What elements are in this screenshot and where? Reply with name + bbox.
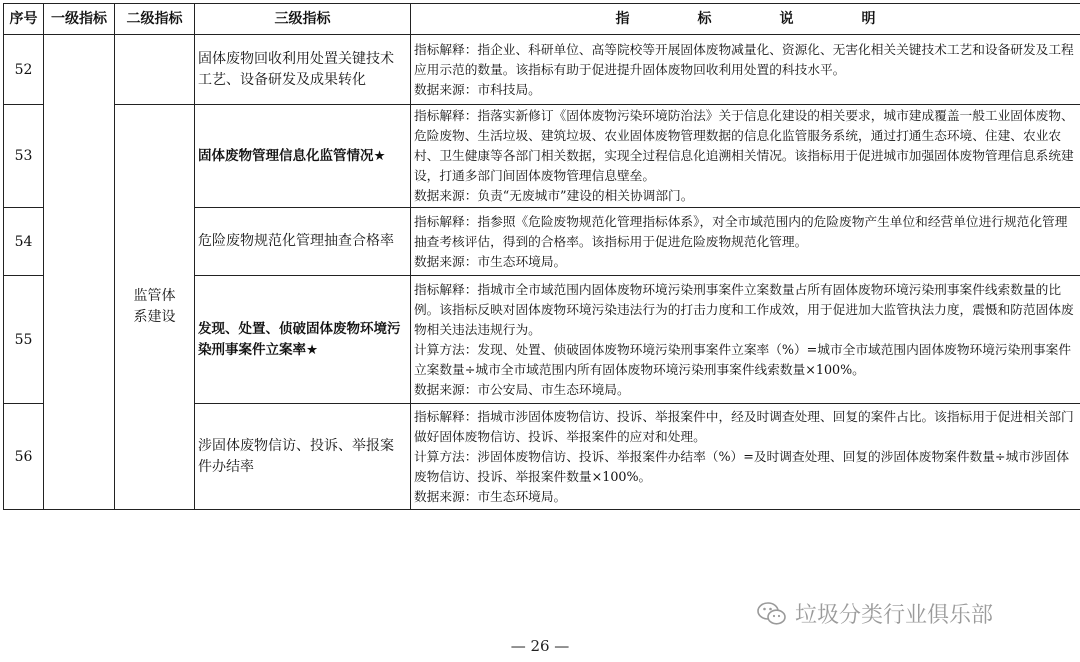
header-description: 指 标 说 明 [411, 4, 1080, 35]
level3-indicator: 固体废物管理信息化监管情况★ [195, 105, 411, 208]
level3-indicator: 危险废物规范化管理抽查合格率 [195, 208, 411, 276]
row-seq: 52 [4, 35, 44, 105]
table-header-row [4, 4, 1080, 35]
level3-indicator: 固体废物回收利用处置关键技术工艺、设备研发及成果转化 [195, 35, 411, 105]
header-level2: 二级指标 [115, 4, 195, 35]
row-seq: 54 [4, 208, 44, 276]
wechat-icon [757, 601, 787, 627]
indicator-table [3, 3, 1080, 510]
watermark-text: 垃圾分类行业俱乐部 [795, 603, 994, 628]
indicator-description: 指标解释：指企业、科研单位、高等院校等开展固体废物减量化、资源化、无害化相关关键技术工艺和设备研发及工程应用示范的数量。该指标有助于促进提升固体废物回收利用处置的科技水平。 数据来源：市科技局。 [411, 35, 1080, 105]
indicator-description: 指标解释：指参照《危险废物规范化管理指标体系》，对全市域范围内的危险废物产生单位和经营单位进行规范化管理抽查考核评估，得到的合格率。该指标用于促进危险废物规范化管理。 数据来源：市生态环境局。 [411, 208, 1080, 276]
header-level1: 一级指标 [44, 4, 115, 35]
header-seq: 序号 [4, 4, 44, 35]
level2-group-label: 监管体系建设 [115, 105, 195, 510]
page-number: — 26 — [510, 637, 570, 655]
row-seq: 55 [4, 276, 44, 404]
indicator-description: 指标解释：指落实新修订《固体废物污染环境防治法》关于信息化建设的相关要求，城市建成覆盖一般工业固体废物、危险废物、生活垃圾、建筑垃圾、农业固体废物管理数据的信息化监管服务系统，通过打通生态环境、住建、农业农村、卫生健康等各部门相关数据，实现全过程信息化追溯相关情况。该指标用于促进城市加强固体废物管理信息系统建设，打通多部门间固体废物管理信息壁垒。 数据来源：负责“无废城市”建设的相关协调部门。 [411, 105, 1080, 208]
indicator-description: 指标解释：指城市涉固体废物信访、投诉、举报案件中，经及时调查处理、回复的案件占比。该指标用于促进相关部门做好固体废物信访、投诉、举报案件的应对和处理。 计算方法：涉固体废物信访、投诉、举报案件办结率（%）=及时调查处理、回复的涉固体废物案件数量÷城市涉固体废物信访、投诉、举报案件数量×100%。 数据来源：市生态环境局。 [411, 404, 1080, 510]
row-seq: 56 [4, 404, 44, 510]
header-level3: 三级指标 [195, 4, 411, 35]
table-row [4, 35, 1080, 105]
level3-indicator: 涉固体废物信访、投诉、举报案件办结率 [195, 404, 411, 510]
level2-cell-empty [115, 35, 195, 105]
row-seq: 53 [4, 105, 44, 208]
level3-indicator: 发现、处置、侦破固体废物环境污染刑事案件立案率★ [195, 276, 411, 404]
indicator-description: 指标解释：指城市全市域范围内固体废物环境污染刑事案件立案数量占所有固体废物环境污染刑事案件线索数量的比例。该指标反映对固体废物环境污染违法行为的打击力度和工作成效，用于促进加大监管执法力度，震慑和防范固体废物相关违法违规行为。 计算方法：发现、处置、侦破固体废物环境污染刑事案件立案率（%）=城市全市域范围内固体废物环境污染刑事案件立案数量÷城市全市域范围内所有固体废物环境污染刑事案件线索数量×100%。 数据来源：市公安局、市生态环境局。 [411, 276, 1080, 404]
wechat-watermark [757, 598, 993, 629]
level1-cell [44, 35, 115, 510]
table-row [4, 105, 1080, 208]
